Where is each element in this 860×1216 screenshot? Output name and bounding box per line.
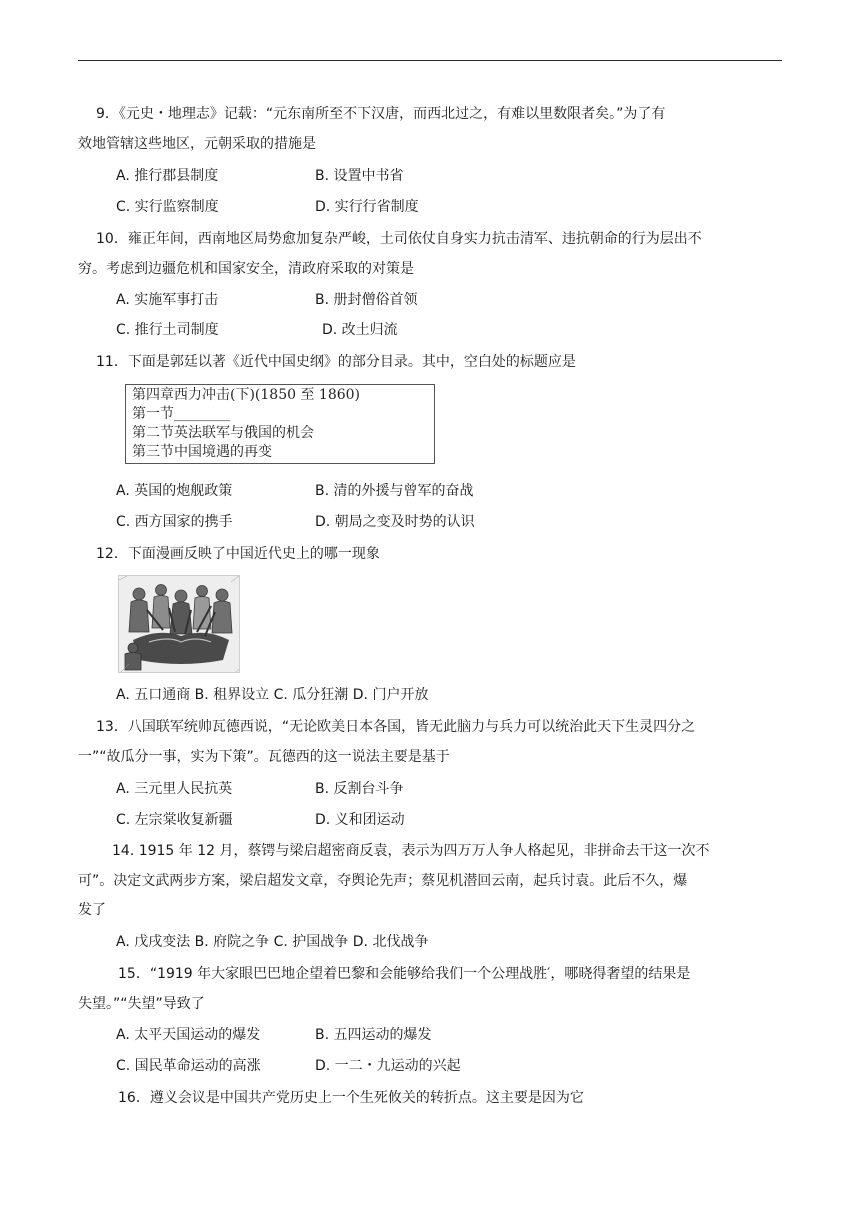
- political-cartoon-image: [118, 575, 240, 673]
- question-9-option-a: A. 推行郡县制度: [116, 168, 219, 184]
- question-9-stem-cont: 效地管辖这些地区，元朝采取的措施是: [78, 136, 316, 152]
- toc-chapter-title: 第四章西力冲击(下)(1850 至 1860): [132, 387, 361, 403]
- question-15-option-a: A. 太平天国运动的爆发: [116, 1027, 261, 1043]
- question-10-option-c: C. 推行土司制度: [116, 322, 219, 338]
- question-13-option-c: C. 左宗棠收复新疆: [116, 812, 233, 828]
- question-12-options: A. 五口通商 B. 租界设立 C. 瓜分狂潮 D. 门户开放: [116, 687, 429, 703]
- question-11-option-a: A. 英国的炮舰政策: [116, 483, 233, 499]
- toc-section-3: 第三节中国境遇的再变: [132, 444, 272, 460]
- question-11-option-b: B. 清的外援与曾军的奋战: [315, 483, 474, 499]
- question-15-option-b: B. 五四运动的爆发: [315, 1027, 432, 1043]
- question-10-stem-cont: 穷。考虑到边疆危机和国家安全，清政府采取的对策是: [78, 261, 414, 277]
- question-16-stem: 16．遵义会议是中国共产党历史上一个生死攸关的转折点。这主要是因为它: [118, 1090, 584, 1106]
- question-13-stem-cont: 一”“故瓜分一事，实为下策”。瓦德西的这一说法主要是基于: [78, 749, 450, 765]
- cartoon-illustration: [119, 576, 240, 673]
- question-14-stem: 14. 1915 年 12 月，蔡锷与梁启超密商反袁，表示为四万万人争人格起见，非拼命去干这一次不: [112, 843, 710, 859]
- header-rule: [78, 60, 782, 61]
- question-13-stem: 13．八国联军统帅瓦德西说，“无论欧美日本各国，皆无此脑力与兵力可以统治此天下生灵四分之: [96, 719, 696, 735]
- question-9-stem: 9．《元史・地理志》记载：“元东南所至不下汉唐，而西北过之，有难以里数限者矣。”为了有: [96, 106, 666, 122]
- question-13-option-d: D. 义和团运动: [315, 812, 405, 828]
- question-9-option-d: D. 实行行省制度: [315, 199, 419, 215]
- question-11-stem: 11．下面是郭廷以著《近代中国史纲》的部分目录。其中，空白处的标题应是: [96, 354, 576, 370]
- question-12-stem: 12．下面漫画反映了中国近代史上的哪一现象: [96, 546, 380, 562]
- question-15-option-c: C. 国民革命运动的高涨: [116, 1058, 261, 1074]
- question-11-option-d: D. 朝局之变及时势的认识: [315, 514, 475, 530]
- question-14-stem-cont-2: 发了: [78, 902, 106, 918]
- question-15-stem: 15．“1919 年大家眼巴巴地企望着巴黎和会能够给我们一个公理战胜′，哪晓得奢望的结果是: [118, 966, 691, 982]
- question-15-option-d: D. 一二・九运动的兴起: [315, 1058, 461, 1074]
- question-9-option-b: B. 设置中书省: [315, 168, 404, 184]
- question-11-option-c: C. 西方国家的携手: [116, 514, 233, 530]
- question-13-option-a: A. 三元里人民抗英: [116, 781, 233, 797]
- question-15-stem-cont: 失望。”“失望”导致了: [78, 996, 205, 1012]
- toc-section-2: 第二节英法联军与俄国的机会: [132, 425, 314, 441]
- question-10-option-a: A. 实施军事打击: [116, 292, 219, 308]
- table-of-contents-box: [125, 384, 435, 464]
- question-13-option-b: B. 反割台斗争: [315, 781, 404, 797]
- question-10-option-d: D. 改土归流: [322, 322, 398, 338]
- question-10-option-b: B. 册封僧俗首领: [315, 292, 418, 308]
- question-10-stem: 10．雍正年间，西南地区局势愈加复杂严峻，土司依仗自身实力抗击清军、违抗朝命的行为层出不: [96, 231, 702, 247]
- question-9-option-c: C. 实行监察制度: [116, 199, 219, 215]
- question-14-stem-cont: 可”。决定文武两步方案，梁启超发文章，夺舆论先声；蔡见机潜回云南，起兵讨袁。此后不久，爆: [78, 873, 688, 889]
- toc-section-1-blank: 第一节________: [132, 406, 230, 422]
- question-14-options: A. 戊戌变法 B. 府院之争 C. 护国战争 D. 北伐战争: [116, 934, 429, 950]
